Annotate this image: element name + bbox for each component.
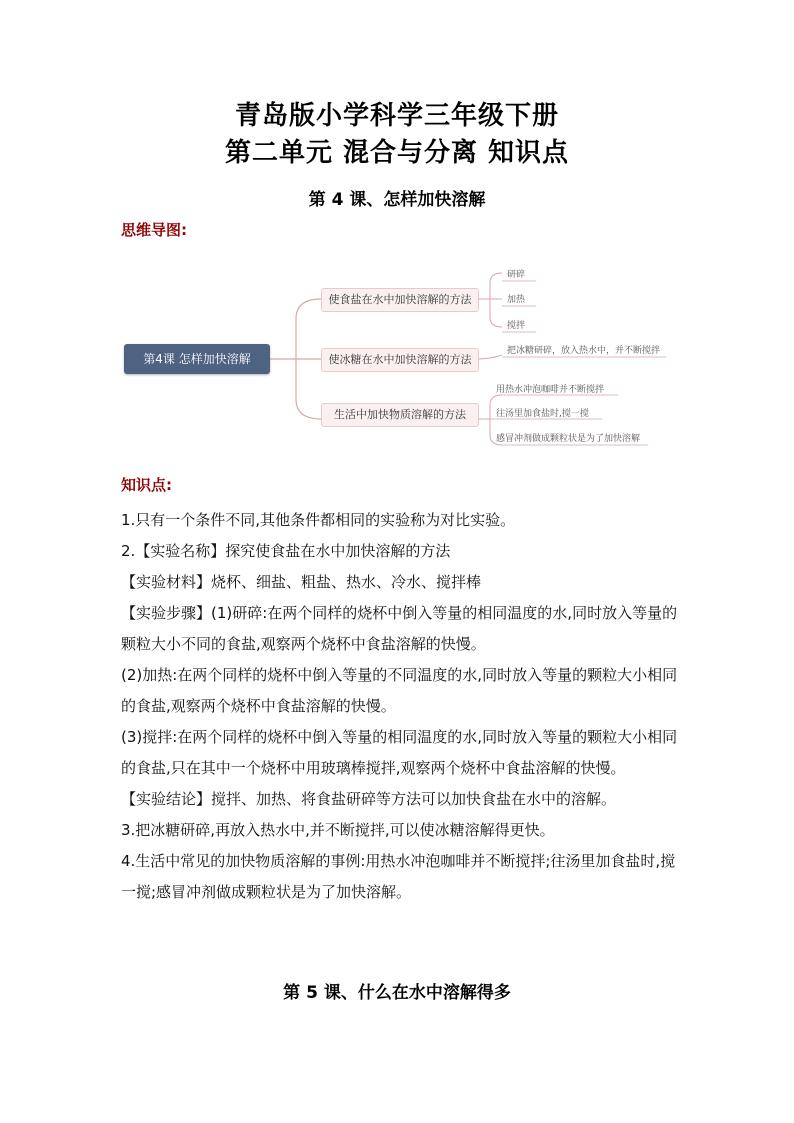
mind-map-leaf-grind: 研碎 — [507, 270, 526, 280]
mind-map-root-node: 第4课 怎样加快溶解 — [124, 344, 270, 374]
knowledge-paragraph: 【实验步骤】(1)研碎:在两个同样的烧杯中倒入等量的相同温度的水,同时放入等量的颗粒大小不同的食盐,观察两个烧杯中食盐溶解的快慢。 — [121, 604, 678, 653]
mind-map-branch-sugar: 使冰糖在水中加快溶解的方法 — [321, 348, 479, 372]
knowledge-points-label: 知识点: — [121, 476, 172, 494]
knowledge-paragraph: 【实验结论】搅拌、加热、将食盐研碎等方法可以加快食盐在水中的溶解。 — [121, 790, 617, 808]
knowledge-paragraph: 1.只有一个条件不同,其他条件都相同的实验称为对比实验。 — [121, 511, 516, 529]
mind-map-leaf-granules: 感冒冲剂做成颗粒状是为了加快溶解 — [496, 434, 641, 444]
lesson4-title: 第 4 课、怎样加快溶解 — [308, 190, 486, 210]
knowledge-paragraph: 【实验材料】烧杯、细盐、粗盐、热水、冷水、搅拌棒 — [121, 573, 482, 591]
mind-map-branch-daily-life: 生活中加快物质溶解的方法 — [321, 403, 479, 427]
lesson5-title: 第 5 课、什么在水中溶解得多 — [283, 983, 511, 1003]
mindmap-label: 思维导图: — [121, 221, 187, 239]
mind-map-branch-salt: 使食盐在水中加快溶解的方法 — [321, 288, 479, 312]
document-title-line1: 青岛版小学科学三年级下册 — [234, 101, 559, 131]
knowledge-paragraph: (3)搅拌:在两个同样的烧杯中倒入等量的相同温度的水,同时放入等量的颗粒大小相同的食盐,只在其中一个烧杯中用玻璃棒搅拌,观察两个烧杯中食盐溶解的快慢。 — [121, 728, 678, 777]
mind-map-leaf-coffee: 用热水冲泡咖啡并不断搅拌 — [496, 385, 605, 395]
knowledge-points — [121, 505, 681, 908]
knowledge-paragraph: 3.把冰糖研碎,再放入热水中,并不断搅拌,可以使冰糖溶解得更快。 — [121, 821, 555, 839]
mind-map-leaf-soup: 往汤里加食盐时,搅一搅 — [496, 409, 589, 419]
knowledge-paragraph: 2.【实验名称】探究使食盐在水中加快溶解的方法 — [121, 542, 451, 560]
document-title-line2: 第二单元 混合与分离 知识点 — [224, 138, 570, 168]
mind-map-leaf-heat: 加热 — [507, 295, 526, 305]
mind-map — [118, 255, 678, 455]
knowledge-paragraph: 4.生活中常见的加快物质溶解的事例:用热水冲泡咖啡并不断搅拌;往汤里加食盐时,搅一搅;感冒冲剂做成颗粒状是为了加快溶解。 — [121, 852, 676, 901]
knowledge-paragraph: (2)加热:在两个同样的烧杯中倒入等量的不同温度的水,同时放入等量的颗粒大小相同的食盐,观察两个烧杯中食盐溶解的快慢。 — [121, 666, 678, 715]
mind-map-leaf-rock-sugar: 把冰糖研碎，放入热水中，并不断搅拌 — [507, 346, 661, 356]
mind-map-leaf-stir: 搅拌 — [507, 321, 526, 331]
